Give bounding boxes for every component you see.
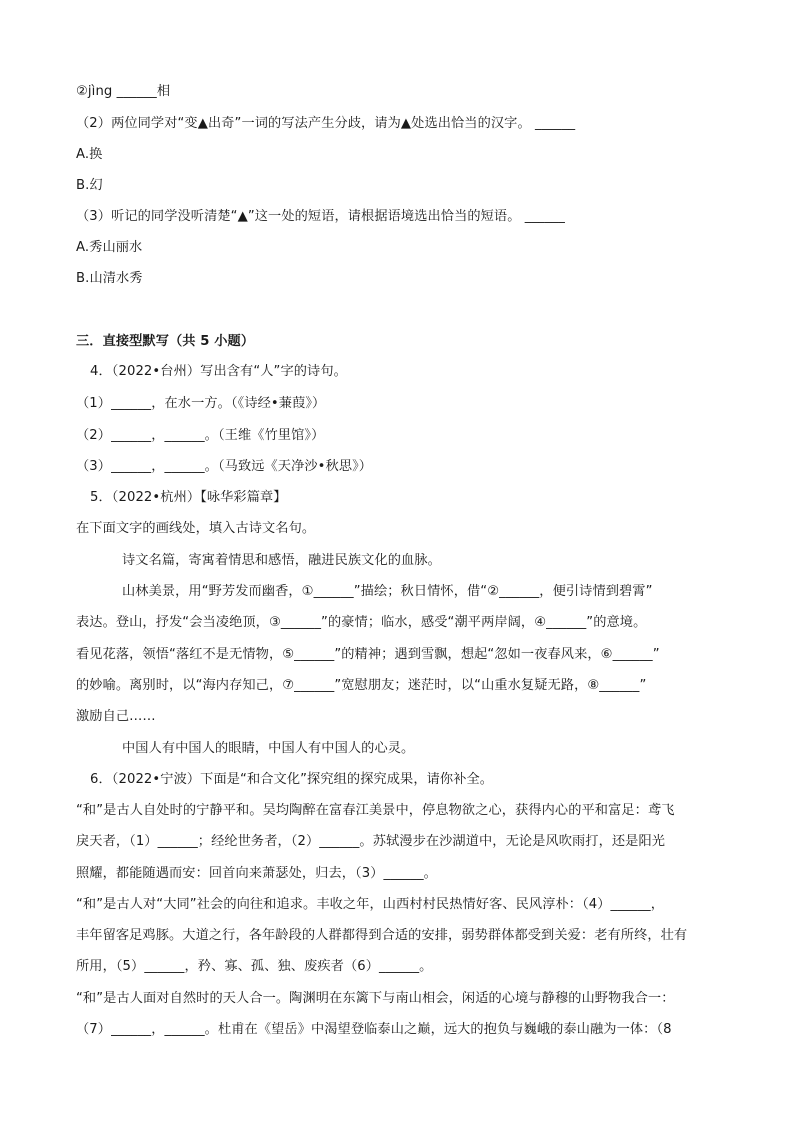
question-4-item-2: （2）______，______。（王维《竹里馆》） [76,428,325,443]
answer-line-jing: ②jìng ______相 [76,84,171,99]
question-5-para-2-line-3: 看见花落，领悟“落红不是无情物，⑤______”的精神；遇到雪飘，想起“忽如一夜春风来，⑥______” [76,647,660,662]
question-5-para-2-line-5: 激励自己…… [76,709,156,724]
question-5-para-1: 诗文名篇，寄寓着情思和感悟，融进民族文化的血脉。 [122,553,441,568]
question-5-para-2-line-4: 的妙喻。离别时，以“海内存知己，⑦______”宽慰朋友；迷茫时，以“山重水复疑无路，⑧______” [76,678,647,693]
question-5-instruction: 在下面文字的画线处，填入古诗文名句。 [76,521,316,536]
question-4-title: 4．（2022•台州）写出含有“人”字的诗句。 [90,364,347,379]
question-4-item-3: （3）______，______。（马致远《天净沙•秋思》） [76,459,373,474]
question-6-para-2-line-1: “和”是古人对“大同”社会的向往和追求。丰收之年，山西村村民热情好客、民风淳朴：（4）______， [76,897,664,912]
question-6-para-2-line-3: 所用，（5）______，矜、寡、孤、独、废疾者（6）______。 [76,959,433,974]
question-5-title: 5．（2022•杭州）【咏华彩篇章】 [90,490,287,505]
question-5-para-2-line-1: 山林美景，用“野芳发而幽香，①______”描绘；秋日情怀，借“②______，便引诗情到碧霄” [122,584,653,599]
question-6-para-1-line-1: “和”是古人自处时的宁静平和。吴均陶醉在富春江美景中，停息物欲之心，获得内心的平和富足：鸢飞 [76,803,675,818]
question-4-item-1: （1）______，在水一方。（《诗经•蒹葭》） [76,396,326,411]
option-3b: B.山清水秀 [76,271,143,286]
question-5-para-2-line-2: 表达。登山，抒发“会当凌绝顶，③______”的豪情；临水，感受“潮平两岸阔，④______”的意境。 [76,615,647,630]
section-heading: 三．直接型默写（共 5 小题） [76,334,255,349]
question-6-para-3-line-2: （7）______，______。杜甫在《望岳》中渴望登临泰山之巅，远大的抱负与巍峨的泰山融为一体：（8 [76,1022,672,1037]
option-3a: A.秀山丽水 [76,240,143,255]
question-6-para-1-line-2: 戾天者，（1）______；经纶世务者，（2）______。苏轼漫步在沙湖道中，无论是风吹雨打，还是阳光 [76,834,666,849]
question-6-para-1-line-3: 照耀，都能随遇而安：回首向来萧瑟处，归去，（3）______。 [76,866,437,881]
question-3-prompt: （3）听记的同学没听清楚“▲”这一处的短语，请根据语境选出恰当的短语。 ______ [76,209,565,224]
question-6-para-2-line-2: 丰年留客足鸡豚。大道之行，各年龄段的人群都得到合适的安排，弱势群体都受到关爱：老有所终，壮有 [76,928,688,943]
option-2b: B.幻 [76,178,103,193]
option-2a: A.换 [76,147,103,162]
question-6-para-3-line-1: “和”是古人面对自然时的天人合一。陶渊明在东篱下与南山相会，闲适的心境与静穆的山野物我合一： [76,991,675,1006]
question-6-title: 6．（2022•宁波）下面是“和合文化”探究组的探究成果，请你补全。 [90,772,494,787]
question-5-para-3: 中国人有中国人的眼睛，中国人有中国人的心灵。 [122,741,415,756]
question-2-prompt: （2）两位同学对“变▲出奇”一词的写法产生分歧，请为▲处选出恰当的汉字。 ______ [76,116,576,131]
